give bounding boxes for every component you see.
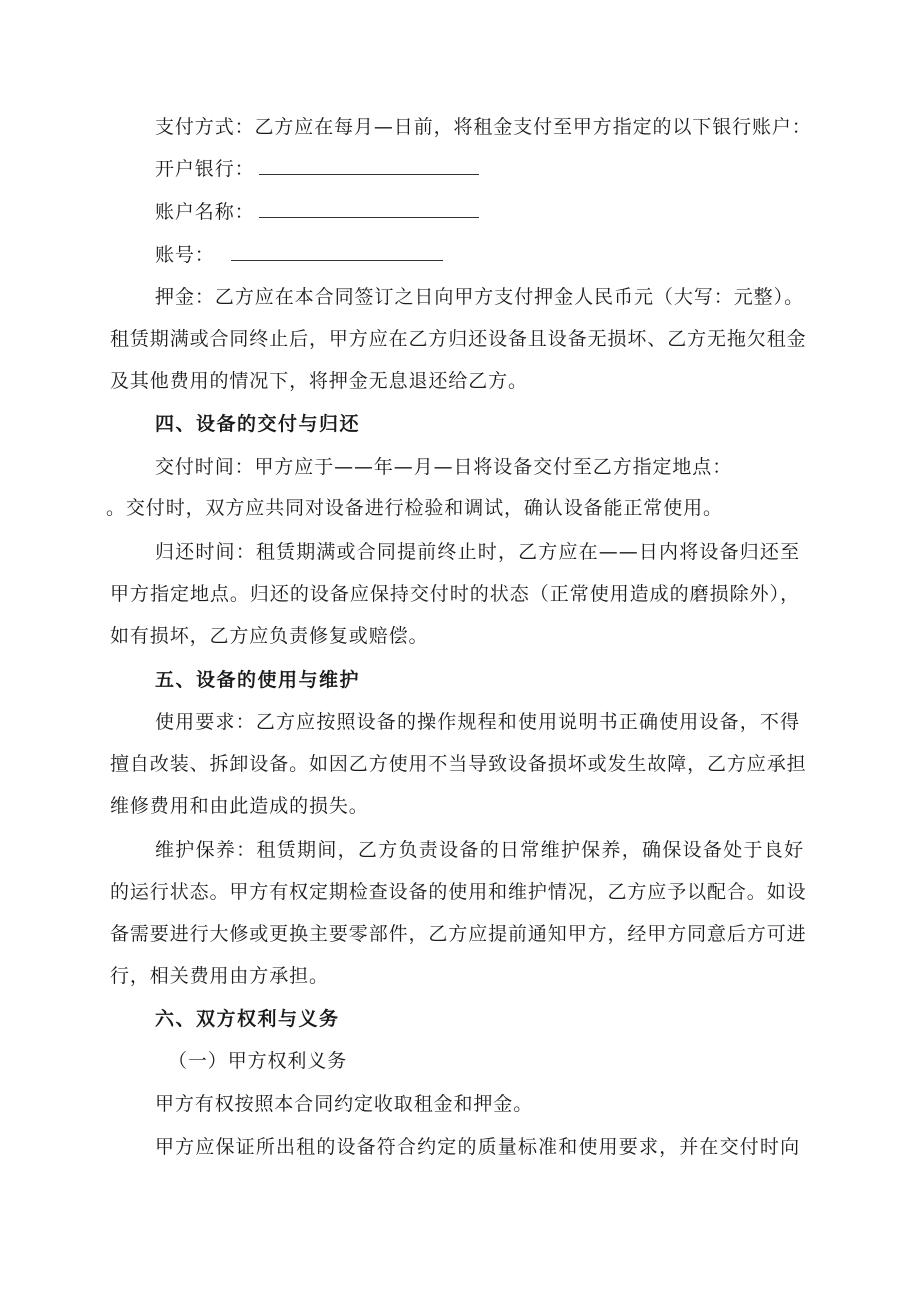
use-line-1: 使用要求：乙方应按照设备的操作规程和使用说明书正确使用设备，不得 bbox=[155, 711, 800, 733]
account-name-blank bbox=[259, 201, 479, 218]
account-no-label: 账号： bbox=[155, 244, 215, 266]
account-no-blank bbox=[231, 244, 443, 261]
deposit-line-3: 及其他费用的情况下，将押金无息退还给乙方。 bbox=[110, 370, 528, 392]
delivery-line-2: 。交付时，双方应共同对设备进行检验和调试，确认设备能正常使用。 bbox=[106, 497, 723, 519]
delivery-line-1: 交付时间：甲方应于——年—月—日将设备交付至乙方指定地点： bbox=[155, 456, 733, 478]
account-no-field bbox=[155, 243, 443, 267]
use-line-3: 维修费用和由此造成的损失。 bbox=[110, 795, 369, 817]
party-a-right-line-2: 甲方应保证所出租的设备符合约定的质量标准和使用要求，并在交付时向 bbox=[155, 1136, 800, 1158]
maintenance-line-4: 行，相关费用由方承担。 bbox=[110, 965, 329, 987]
account-name-field bbox=[155, 200, 479, 224]
bank-blank bbox=[259, 158, 479, 175]
deposit-line-2: 租赁期满或合同终止后，甲方应在乙方归还设备且设备无损坏、乙方无拖欠租金 bbox=[110, 328, 807, 350]
deposit-line-1: 押金：乙方应在本合同签订之日向甲方支付押金人民币元（大写：元整）。 bbox=[155, 286, 804, 308]
subsection-1-title: （一）甲方权利义务 bbox=[168, 1050, 348, 1072]
bank-field bbox=[155, 157, 479, 181]
party-a-right-line-1: 甲方有权按照本合同约定收取租金和押金。 bbox=[155, 1093, 534, 1115]
return-line-3: 如有损坏，乙方应负责修复或赔偿。 bbox=[110, 625, 429, 647]
return-line-1: 归还时间：租赁期满或合同提前终止时，乙方应在——日内将设备归还至 bbox=[155, 541, 800, 563]
return-line-2: 甲方指定地点。归还的设备应保持交付时的状态（正常使用造成的磨损除外）， bbox=[110, 583, 800, 605]
use-line-2: 擅自改装、拆卸设备。如因乙方使用不当导致设备损坏或发生故障，乙方应承担 bbox=[110, 753, 807, 775]
account-name-label: 账户名称： bbox=[155, 201, 255, 223]
section-5-title: 五、设备的使用与维护 bbox=[155, 669, 361, 691]
section-6-title: 六、双方权利与义务 bbox=[155, 1008, 340, 1030]
payment-method-text: 支付方式：乙方应在每月—日前，将租金支付至甲方指定的以下银行账户： bbox=[155, 116, 812, 138]
bank-label: 开户银行： bbox=[155, 158, 255, 180]
maintenance-line-2: 的运行状态。甲方有权定期检查设备的使用和维护情况，乙方应予以配合。如设 bbox=[110, 881, 807, 903]
section-4-title: 四、设备的交付与归还 bbox=[155, 413, 361, 435]
maintenance-line-1: 维护保养：租赁期间，乙方负责设备的日常维护保养，确保设备处于良好 bbox=[155, 839, 804, 861]
maintenance-line-3: 备需要进行大修或更换主要零部件，乙方应提前通知甲方，经甲方同意后方可进 bbox=[110, 923, 807, 945]
